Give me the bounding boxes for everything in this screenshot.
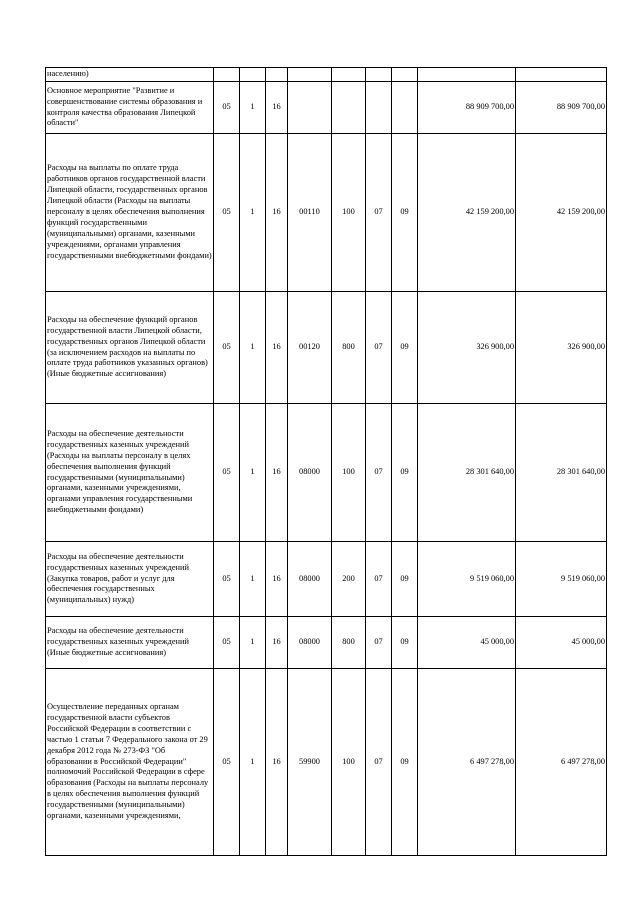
subprogram-code: 1 — [240, 134, 266, 292]
expense-type-code: 100 — [332, 404, 366, 542]
table-row — [46, 68, 607, 82]
direction-code: 08000 — [288, 617, 332, 669]
table-row — [46, 542, 607, 617]
section-code — [366, 82, 392, 134]
expense-type-code: 800 — [332, 292, 366, 404]
direction-code — [288, 68, 332, 82]
direction-code: 08000 — [288, 542, 332, 617]
subsection-code: 09 — [392, 669, 418, 856]
subsection-code: 09 — [392, 542, 418, 617]
amount-2: 6 497 278,00 — [516, 669, 607, 856]
amount-1 — [418, 68, 516, 82]
row-description: населению) — [46, 68, 214, 82]
amount-1: 88 909 700,00 — [418, 82, 516, 134]
subprogram-code: 1 — [240, 404, 266, 542]
main-activity-code: 16 — [266, 134, 288, 292]
table-row — [46, 134, 607, 292]
amount-1: 42 159 200,00 — [418, 134, 516, 292]
row-description: Расходы на выплаты по оплате труда работников органов государственной власти Липецкой области, государственных органов Липецкой области (Расходы на выплаты персоналу в целях обеспечения выполнения функций государственными (муниципальными) органами, казенными учреждениями, органами управления государственными внебюджетными фондами) — [46, 134, 214, 292]
main-activity-code: 16 — [266, 617, 288, 669]
program-code: 05 — [214, 292, 240, 404]
program-code: 05 — [214, 617, 240, 669]
program-code — [214, 68, 240, 82]
program-code: 05 — [214, 404, 240, 542]
section-code: 07 — [366, 542, 392, 617]
subsection-code: 09 — [392, 617, 418, 669]
table-row — [46, 292, 607, 404]
row-description: Расходы на обеспечение функций органов государственной власти Липецкой области, государственных органов Липецкой области (за исключением расходов на выплаты по оплате труда работников указанных органов) (Иные бюджетные ассигнования) — [46, 292, 214, 404]
direction-code: 00110 — [288, 134, 332, 292]
main-activity-code: 16 — [266, 542, 288, 617]
program-code: 05 — [214, 82, 240, 134]
subsection-code — [392, 82, 418, 134]
section-code — [366, 68, 392, 82]
amount-1: 28 301 640,00 — [418, 404, 516, 542]
main-activity-code: 16 — [266, 404, 288, 542]
amount-2: 42 159 200,00 — [516, 134, 607, 292]
section-code: 07 — [366, 669, 392, 856]
main-activity-code — [266, 68, 288, 82]
row-description: Осуществление переданных органам государственной власти субъектов Российской Федерации в соответствии с частью 1 статьи 7 Федерального закона от 29 декабря 2012 года № 273-ФЗ "Об образовании в Российской Федерации" полномочий Российской Федерации в сфере образования (Расходы на выплаты персоналу в целях обеспечения выполнения функций государственными (муниципальными) органами, казенными учреждениями, — [46, 669, 214, 856]
amount-1: 326 900,00 — [418, 292, 516, 404]
amount-2: 326 900,00 — [516, 292, 607, 404]
amount-2: 45 000,00 — [516, 617, 607, 669]
main-activity-code: 16 — [266, 669, 288, 856]
amount-2: 9 519 060,00 — [516, 542, 607, 617]
expense-type-code: 200 — [332, 542, 366, 617]
direction-code — [288, 82, 332, 134]
amount-1: 6 497 278,00 — [418, 669, 516, 856]
main-activity-code: 16 — [266, 82, 288, 134]
row-description: Расходы на обеспечение деятельности государственных казенных учреждений (Расходы на выплаты персоналу в целях обеспечения выполнения функций государственными (муниципальными) органами, казенными учреждениями, органами управления государственными внебюджетными фондами) — [46, 404, 214, 542]
amount-2: 88 909 700,00 — [516, 82, 607, 134]
program-code: 05 — [214, 669, 240, 856]
subprogram-code: 1 — [240, 617, 266, 669]
section-code: 07 — [366, 404, 392, 542]
expense-type-code — [332, 68, 366, 82]
expense-type-code: 100 — [332, 669, 366, 856]
main-activity-code: 16 — [266, 292, 288, 404]
table-row — [46, 617, 607, 669]
table-row — [46, 404, 607, 542]
section-code: 07 — [366, 617, 392, 669]
row-description: Основное мероприятие "Развитие и совершенствование системы образования и контроля качества образования Липецкой области" — [46, 82, 214, 134]
subprogram-code: 1 — [240, 82, 266, 134]
subsection-code: 09 — [392, 292, 418, 404]
amount-1: 9 519 060,00 — [418, 542, 516, 617]
subprogram-code — [240, 68, 266, 82]
subprogram-code: 1 — [240, 292, 266, 404]
table-row — [46, 669, 607, 856]
direction-code: 08000 — [288, 404, 332, 542]
table-row — [46, 82, 607, 134]
amount-1: 45 000,00 — [418, 617, 516, 669]
subsection-code — [392, 68, 418, 82]
row-description: Расходы на обеспечение деятельности государственных казенных учреждений (Иные бюджетные ассигнования) — [46, 617, 214, 669]
program-code: 05 — [214, 542, 240, 617]
row-description: Расходы на обеспечение деятельности государственных казенных учреждений (Закупка товаров, работ и услуг для обеспечения государственных (муниципальных) нужд) — [46, 542, 214, 617]
subsection-code: 09 — [392, 134, 418, 292]
expense-type-code: 100 — [332, 134, 366, 292]
expense-type-code: 800 — [332, 617, 366, 669]
subprogram-code: 1 — [240, 669, 266, 856]
amount-2 — [516, 68, 607, 82]
budget-table-body — [46, 68, 607, 856]
subprogram-code: 1 — [240, 542, 266, 617]
direction-code: 59900 — [288, 669, 332, 856]
amount-2: 28 301 640,00 — [516, 404, 607, 542]
section-code: 07 — [366, 292, 392, 404]
program-code: 05 — [214, 134, 240, 292]
expense-type-code — [332, 82, 366, 134]
subsection-code: 09 — [392, 404, 418, 542]
budget-table — [45, 67, 607, 856]
section-code: 07 — [366, 134, 392, 292]
direction-code: 00120 — [288, 292, 332, 404]
